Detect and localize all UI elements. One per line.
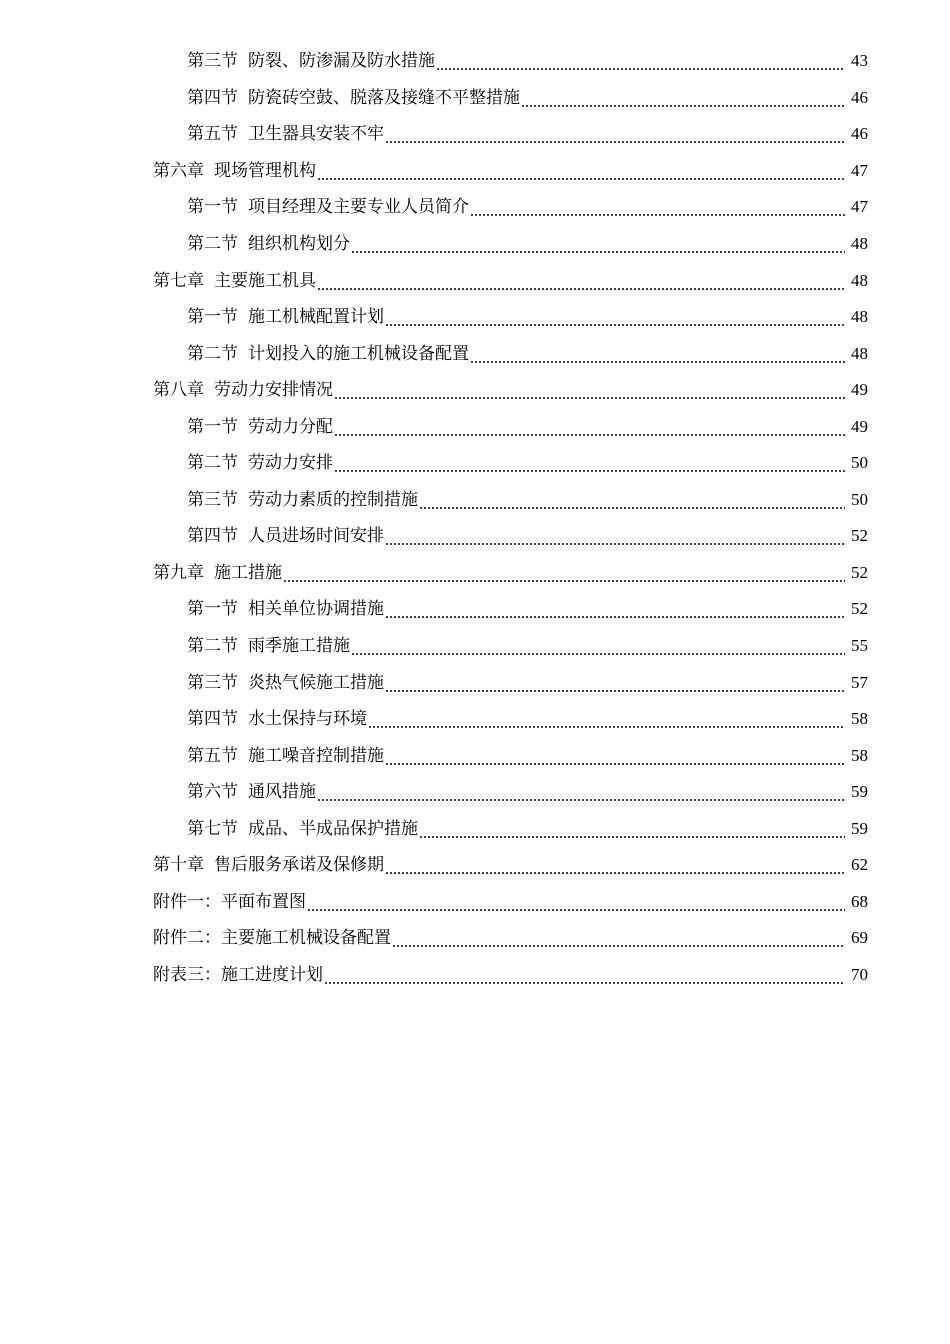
toc-page-number: 55 <box>851 636 868 656</box>
toc-page-number: 52 <box>851 562 868 582</box>
toc-entry-label: 附件二： <box>153 928 221 949</box>
toc-entry-title <box>187 234 350 254</box>
toc-page-number: 48 <box>851 234 868 253</box>
toc-entry-title <box>153 563 282 583</box>
dot-leader <box>385 746 845 766</box>
toc-entry-text: 成品、半成品保护措施 <box>248 818 418 839</box>
dot-leader <box>521 88 845 108</box>
toc-entry-label: 第二节 <box>187 636 238 657</box>
toc-entry-title <box>187 673 384 693</box>
toc-entry-title <box>187 344 469 364</box>
toc-entry-title <box>153 892 306 912</box>
toc-page-number: 62 <box>851 855 868 875</box>
toc-entry-text: 施工进度计划 <box>221 964 323 985</box>
dot-leader <box>334 417 845 437</box>
dot-leader <box>419 490 845 510</box>
toc-entry[interactable] <box>0 591 950 628</box>
dot-leader <box>317 161 845 181</box>
toc-entry-text: 劳动力安排 <box>248 453 333 474</box>
toc-page-number: 59 <box>851 782 868 802</box>
toc-page-number: 52 <box>851 526 868 546</box>
toc-entry-text: 项目经理及主要专业人员简介 <box>248 197 469 218</box>
toc-entry[interactable] <box>0 701 950 738</box>
toc-page-number: 47 <box>851 197 868 217</box>
toc-entry-title <box>187 51 435 71</box>
toc-entry-text: 雨季施工措施 <box>248 636 350 657</box>
toc-page-number: 48 <box>851 270 868 290</box>
toc-page-number: 49 <box>851 416 868 436</box>
toc-entry-title <box>187 746 384 766</box>
dot-leader <box>385 526 845 546</box>
dot-leader <box>385 673 845 693</box>
dot-leader <box>324 965 845 985</box>
dot-leader <box>334 453 845 473</box>
toc-entry-text: 现场管理机构 <box>214 160 316 181</box>
toc-page-number: 50 <box>851 489 868 509</box>
toc-entry-label: 第七节 <box>187 818 238 839</box>
toc-entry-label: 第一节 <box>187 599 238 620</box>
toc-entry-text: 施工措施 <box>214 562 282 583</box>
toc-entry-label: 第三节 <box>187 672 238 693</box>
toc-entry-text: 相关单位协调措施 <box>248 599 384 620</box>
toc-entry-label: 第四节 <box>187 87 238 108</box>
toc-entry-title <box>153 271 316 291</box>
toc-entry-text: 施工噪音控制措施 <box>248 745 384 766</box>
toc-entry-label: 第六章 <box>153 160 204 181</box>
toc-entry-label: 第一节 <box>187 307 238 328</box>
toc-entry[interactable] <box>0 810 950 847</box>
toc-entry[interactable] <box>0 518 950 555</box>
toc-entry[interactable] <box>0 335 950 372</box>
dot-leader <box>385 124 845 144</box>
toc-entry-title <box>153 161 316 181</box>
toc-entry-label: 第三节 <box>187 489 238 510</box>
dot-leader <box>283 563 845 583</box>
dot-leader <box>368 709 845 729</box>
toc-page-number: 47 <box>851 160 868 180</box>
toc-entry-label: 第三节 <box>187 51 238 72</box>
toc-entry-label: 第五节 <box>187 745 238 766</box>
toc-entry[interactable] <box>0 43 950 80</box>
toc-entry[interactable] <box>0 737 950 774</box>
toc-entry[interactable] <box>0 847 950 884</box>
toc-entry-title <box>187 417 333 437</box>
toc-entry[interactable] <box>0 116 950 153</box>
toc-entry[interactable] <box>0 920 950 957</box>
toc-entry[interactable] <box>0 372 950 409</box>
toc-page-number: 48 <box>851 343 868 363</box>
toc-entry[interactable] <box>0 299 950 336</box>
toc-entry-title <box>187 709 367 729</box>
toc-entry[interactable] <box>0 445 950 482</box>
toc-entry[interactable] <box>0 153 950 190</box>
toc-entry-label: 附件一： <box>153 891 221 912</box>
toc-entry-title <box>187 782 316 802</box>
toc-entry-label: 附表三： <box>153 964 221 985</box>
toc-entry-text: 水土保持与环境 <box>248 709 367 730</box>
dot-leader <box>385 855 845 875</box>
toc-entry-label: 第十章 <box>153 855 204 876</box>
toc-entry-text: 人员进场时间安排 <box>248 526 384 547</box>
toc-entry[interactable] <box>0 80 950 117</box>
toc-entry-text: 卫生器具安装不牢 <box>248 124 384 145</box>
toc-entry[interactable] <box>0 774 950 811</box>
toc-page-number: 43 <box>851 51 868 71</box>
dot-leader <box>436 51 845 71</box>
toc-entry-text: 劳动力分配 <box>248 416 333 437</box>
dot-leader <box>419 819 845 839</box>
dot-leader <box>307 892 845 912</box>
toc-entry-text: 主要施工机具 <box>214 270 316 291</box>
table-of-contents <box>0 43 950 993</box>
toc-entry[interactable] <box>0 555 950 592</box>
toc-entry-title <box>187 526 384 546</box>
toc-entry-label: 第二节 <box>187 343 238 364</box>
toc-entry-text: 售后服务承诺及保修期 <box>214 855 384 876</box>
toc-entry-title <box>187 453 333 473</box>
toc-entry-label: 第一节 <box>187 416 238 437</box>
dot-leader <box>317 782 845 802</box>
toc-entry-title <box>187 88 520 108</box>
toc-entry[interactable] <box>0 884 950 921</box>
toc-page-number: 58 <box>851 745 868 765</box>
toc-entry-label: 第四节 <box>187 526 238 547</box>
toc-page-number: 46 <box>851 124 868 144</box>
toc-page-number: 46 <box>851 87 868 107</box>
toc-entry-label: 第八章 <box>153 380 204 401</box>
toc-entry[interactable] <box>0 262 950 299</box>
toc-entry-title <box>187 490 418 510</box>
toc-entry-title <box>187 819 418 839</box>
dot-leader <box>351 234 845 254</box>
toc-entry-label: 第四节 <box>187 709 238 730</box>
dot-leader <box>334 380 845 400</box>
toc-page-number: 57 <box>851 672 868 692</box>
toc-entry-label: 第九章 <box>153 562 204 583</box>
toc-entry-title <box>153 928 391 948</box>
toc-entry-text: 通风措施 <box>248 782 316 803</box>
toc-entry-title <box>153 965 323 985</box>
toc-entry-title <box>187 197 469 217</box>
toc-entry[interactable] <box>0 189 950 226</box>
toc-entry-label: 第六节 <box>187 782 238 803</box>
dot-leader <box>470 197 845 217</box>
toc-page-number: 68 <box>851 891 868 911</box>
dot-leader <box>317 271 845 291</box>
toc-page-number: 70 <box>851 964 868 984</box>
toc-entry-label: 第二节 <box>187 453 238 474</box>
toc-entry-label: 第二节 <box>187 234 238 254</box>
toc-entry-text: 主要施工机械设备配置 <box>221 928 391 949</box>
toc-page-number: 58 <box>851 709 868 729</box>
toc-entry[interactable] <box>0 628 950 665</box>
toc-page-number: 69 <box>851 928 868 948</box>
toc-page-number: 48 <box>851 307 868 327</box>
toc-entry-text: 劳动力安排情况 <box>214 380 333 401</box>
toc-entry-label: 第七章 <box>153 270 204 291</box>
toc-entry-title <box>187 599 384 619</box>
toc-entry-text: 计划投入的施工机械设备配置 <box>248 343 469 364</box>
dot-leader <box>385 307 845 327</box>
toc-page-number: 50 <box>851 453 868 473</box>
toc-page-number: 59 <box>851 818 868 838</box>
toc-entry-text: 炎热气候施工措施 <box>248 672 384 693</box>
toc-entry[interactable] <box>0 664 950 701</box>
toc-entry-text: 劳动力素质的控制措施 <box>248 489 418 510</box>
toc-entry[interactable] <box>0 482 950 519</box>
toc-entry[interactable] <box>0 957 950 994</box>
dot-leader <box>392 928 845 948</box>
toc-entry-title <box>187 307 384 327</box>
toc-entry-text: 防裂、防渗漏及防水措施 <box>248 51 435 72</box>
toc-entry[interactable] <box>0 226 950 263</box>
dot-leader <box>470 344 845 364</box>
toc-entry-text: 防瓷砖空鼓、脱落及接缝不平整措施 <box>248 87 520 108</box>
dot-leader <box>385 599 845 619</box>
toc-page-number: 52 <box>851 599 868 619</box>
toc-entry-label: 第五节 <box>187 124 238 145</box>
dot-leader <box>351 636 845 656</box>
toc-entry-title <box>153 855 384 875</box>
toc-entry-text: 组织机构划分 <box>248 234 350 254</box>
toc-entry-text: 平面布置图 <box>221 891 306 912</box>
toc-entry-label: 第一节 <box>187 197 238 218</box>
toc-entry-text: 施工机械配置计划 <box>248 307 384 328</box>
toc-entry-title <box>187 124 384 144</box>
toc-entry[interactable] <box>0 408 950 445</box>
toc-page-number: 49 <box>851 380 868 400</box>
toc-entry-title <box>187 636 350 656</box>
toc-entry-title <box>153 380 333 400</box>
